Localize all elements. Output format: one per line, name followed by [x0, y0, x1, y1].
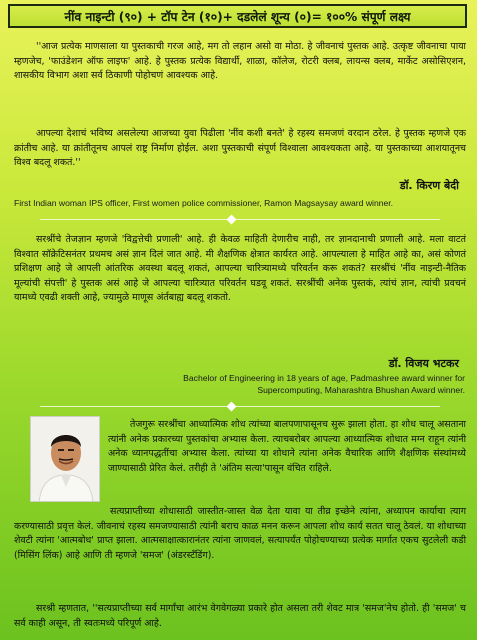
- section-divider-1: [40, 219, 440, 220]
- signature-vijay-bhatkar: डॉ. विजय भटकर: [388, 357, 459, 370]
- section-divider-2: [40, 406, 440, 407]
- bio-paragraph-3: सरश्री म्हणतात, ''सत्यप्राप्तीच्या सर्व मार्गांचा आरंभ वेगवेगळ्या प्रकारे होत असला तरी शेवट मात्र 'समज'नेच होतो. ही 'समज' च सर्व काही असून, ती स्वतःमध्ये परिपूर्ण आहे.: [14, 603, 466, 629]
- credentials-kiran-bedi: First Indian woman IPS officer, First women police commissioner, Ramon Magsaysay award winner.: [14, 198, 394, 208]
- signature-kiran-bedi: डॉ. किरण बेदी: [399, 179, 459, 192]
- author-photo: [30, 416, 100, 502]
- header-banner: [8, 4, 467, 28]
- portrait-image: [31, 417, 100, 502]
- quote-paragraph-3: सरश्रींचे तेजज्ञान म्हणजे 'विद्वत्तेची प्रणाली' आहे. ही केवळ माहिती देणारीच नाही, तर ज्ञानदानाची प्रणाली आहे. मला वाटतं विश्वात सॉक्रेटिसनंतर प्रथमच असं ज्ञान दिलं जात आहे. मी शैक्षणिक क्षेत्रात कार्यरत आहे. आपल्याला हे माहित आहे का, असं कोणतं प्रशिक्षण आहे जे आपली आंतरिक अवस्था बदलू शकतं, आपल्या चारित्र्यामध्ये परिवर्तन करू शकतं? सरश्रींचं 'नींव नाइन्टी-नैतिक मूल्यांची संपत्ती' हे पुस्तक असं आहे जे आपल्या चारित्र्यात परिवर्तन घडवू शकतं. सरश्रींची अनेक पुस्तकं, त्यांचं ज्ञान, त्यांची प्रवचनं यामध्ये एवढी शक्ती आहे, ज्यामुळे माणूस अंर्तबाह्य बदलू शकतो.: [14, 234, 466, 304]
- divider-diamond-1: [227, 215, 237, 225]
- header-title: नींव नाइन्टी (९०) + टॉप टेन (१०)+ दडलेलं शून्य (०)= १००% संपूर्ण लक्ष्य: [64, 9, 411, 24]
- bio-paragraph-1: तेजगुरू सरश्रींचा आध्यात्मिक शोध त्यांच्या बालपणापासूनच सुरू झाला होता. हा शोध चालू असताना त्यांनी अनेक प्रकारच्या पुस्तकांचा अभ्यास केला. त्याचबरोबर आपल्या आध्यात्मिक शोधात मग्न राहून त्यांनी अनेक ध्यानपद्धतींचा अभ्यास केला. त्यांच्या या शोधाने त्यांना अनेक वैचारिक आणि शैक्षणिक संस्थांमध्ये जाण्यासाठी प्रेरित केलं. तरीही ते 'अंतिम सत्या'पासून वंचित राहिले.: [108, 419, 466, 474]
- credentials-vijay-bhatkar: Bachelor of Engineering in 18 years of age, Padmashree award winner for Supercomputing, Maharashtra Bhushan Award winner.: [183, 373, 465, 395]
- quote-paragraph-1: ''आज प्रत्येक माणसाला या पुस्तकाची गरज आहे, मग तो लहान असो वा मोठा. हे जीवनाचं पुस्तक आहे. उत्कृष्ट जीवनाचा पाया म्हणजेच, 'फाउंडेशन ऑफ लाइफ' आहे. हे पुस्तक प्रत्येक विद्यार्थी, शाळा, कॉलेज, रोटरी क्लब, लायन्स क्लब, मार्केट असोसिएशन, शासकीय विभाग अशा सर्व ठिकाणी पोहोचणं आवश्यक आहे.: [14, 41, 466, 82]
- bio-paragraph-2: सत्यप्राप्तीच्या शोधासाठी जास्तीत-जास्त वेळ देता यावा या तीव्र इच्छेने त्यांना, अध्यापन कार्याचा त्याग करण्यासाठी प्रवृत्त केलं. जीवनाचं रहस्य समजण्यासाठी त्यांनी बराच काळ मनन करून आपला शोध कार्य सतत चालू ठेवलं. या शोधाच्या शेवटी त्यांना 'आत्मबोध' प्राप्त झाला. आत्मसाक्षात्कारानंतर त्यांना जाणवलं, सत्यापर्यंत पोहोचण्याच्या प्रत्येक मार्गात एकच सुटलेली कडी (मिसिंग लिंक) आहे आणि ती म्हणजे 'समज' (अंडरस्टॅंडिंग).: [14, 506, 466, 561]
- quote-paragraph-2: आपल्या देशाचं भविष्य असलेल्या आजच्या युवा पिढीला 'नींव कशी बनते' हे रहस्य समजणं वरदान ठरेल. हे पुस्तक म्हणजे एक क्रांतीच आहे. या क्रांतीतूनच आपलं राष्ट्र निर्माण होईल. अशा पुस्तकाची संपूर्ण विश्वाला आवश्यकता आहे. या पुस्तकाच्या आशयातूनच विश्व बदलू शकतं.'': [14, 128, 466, 169]
- divider-diamond-2: [227, 402, 237, 412]
